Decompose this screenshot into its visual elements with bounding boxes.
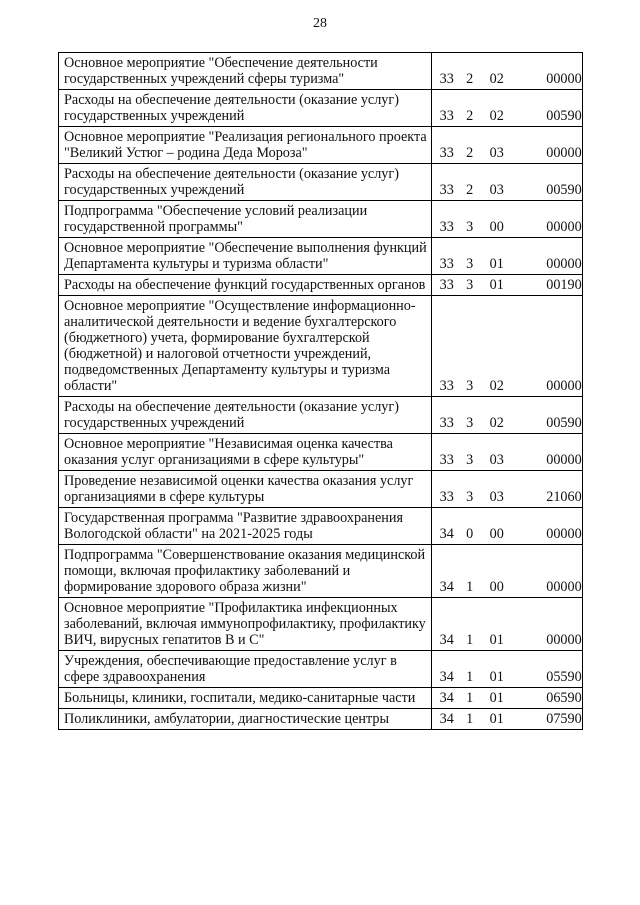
row-name: Поликлиники, амбулатории, диагностические центры	[59, 709, 432, 730]
code-program: 33	[439, 182, 454, 198]
code-subprogram: 3	[466, 415, 474, 431]
code-subprogram: 2	[466, 182, 474, 198]
row-name: Проведение независимой оценки качества оказания услуг организациями в сфере культуры	[59, 471, 432, 508]
row-codes	[431, 90, 582, 127]
row-name: Основное мероприятие "Осуществление информационно-аналитической деятельности и ведение бухгалтерского (бюджетного) учета, формирование бухгалтерской (бюджетной) и налоговой отчетности учреждений, подведомственных Департаменту культуры и туризма области"	[59, 296, 432, 397]
table-row	[59, 709, 583, 730]
row-codes	[431, 127, 582, 164]
budget-classification-table	[58, 52, 583, 730]
code-event: 03	[489, 489, 504, 505]
code-event: 01	[489, 711, 504, 727]
code-event: 00	[489, 579, 504, 595]
row-codes	[431, 201, 582, 238]
code-subprogram: 1	[466, 579, 474, 595]
table-row	[59, 397, 583, 434]
row-name: Государственная программа "Развитие здравоохранения Вологодской области" на 2021-2025 годы	[59, 508, 432, 545]
row-name: Подпрограмма "Совершенствование оказания медицинской помощи, включая профилактику заболеваний и формирование здорового образа жизни"	[59, 545, 432, 598]
code-direction: 00590	[546, 182, 582, 198]
code-direction: 00000	[546, 145, 582, 161]
code-program: 33	[439, 219, 454, 235]
row-name: Расходы на обеспечение деятельности (оказание услуг) государственных учреждений	[59, 164, 432, 201]
code-subprogram: 1	[466, 669, 474, 685]
code-event: 02	[489, 415, 504, 431]
code-subprogram: 1	[466, 711, 474, 727]
row-codes	[431, 545, 582, 598]
code-direction: 05590	[546, 669, 582, 685]
row-codes	[431, 296, 582, 397]
code-direction: 00000	[546, 256, 582, 272]
code-direction: 00000	[546, 452, 582, 468]
code-program: 34	[439, 579, 454, 595]
code-direction: 00590	[546, 108, 582, 124]
row-codes	[431, 598, 582, 651]
code-event: 01	[489, 690, 504, 706]
row-codes	[431, 275, 582, 296]
row-codes	[431, 508, 582, 545]
code-event: 03	[489, 452, 504, 468]
code-event: 01	[489, 277, 504, 293]
code-subprogram: 1	[466, 690, 474, 706]
table-row	[59, 471, 583, 508]
row-codes	[431, 709, 582, 730]
code-subprogram: 2	[466, 145, 474, 161]
row-name: Расходы на обеспечение деятельности (оказание услуг) государственных учреждений	[59, 90, 432, 127]
code-program: 33	[439, 145, 454, 161]
table-row	[59, 434, 583, 471]
code-direction: 00000	[546, 219, 582, 235]
code-subprogram: 1	[466, 632, 474, 648]
row-codes	[431, 238, 582, 275]
code-direction: 21060	[546, 489, 582, 505]
code-program: 33	[439, 452, 454, 468]
code-direction: 07590	[546, 711, 582, 727]
code-event: 00	[489, 219, 504, 235]
row-name: Основное мероприятие "Обеспечение деятельности государственных учреждений сферы туризма"	[59, 53, 432, 90]
code-event: 01	[489, 632, 504, 648]
table-row	[59, 53, 583, 90]
code-direction: 00000	[546, 526, 582, 542]
row-name: Основное мероприятие "Независимая оценка качества оказания услуг организациями в сфере культуры"	[59, 434, 432, 471]
code-subprogram: 3	[466, 452, 474, 468]
code-event: 03	[489, 145, 504, 161]
table-row	[59, 164, 583, 201]
code-program: 33	[439, 277, 454, 293]
row-name: Больницы, клиники, госпитали, медико-санитарные части	[59, 688, 432, 709]
table-body	[59, 53, 583, 730]
code-program: 33	[439, 378, 454, 394]
code-program: 33	[439, 108, 454, 124]
row-codes	[431, 651, 582, 688]
code-program: 34	[439, 711, 454, 727]
code-direction: 00590	[546, 415, 582, 431]
code-direction: 00000	[546, 378, 582, 394]
code-event: 01	[489, 669, 504, 685]
code-program: 34	[439, 669, 454, 685]
code-program: 33	[439, 256, 454, 272]
row-codes	[431, 688, 582, 709]
row-name: Подпрограмма "Обеспечение условий реализации государственной программы"	[59, 201, 432, 238]
table-row	[59, 90, 583, 127]
code-subprogram: 3	[466, 378, 474, 394]
code-subprogram: 3	[466, 219, 474, 235]
code-event: 02	[489, 378, 504, 394]
code-event: 02	[489, 71, 504, 87]
code-event: 01	[489, 256, 504, 272]
row-name: Основное мероприятие "Реализация регионального проекта "Великий Устюг – родина Деда Мороза"	[59, 127, 432, 164]
code-program: 33	[439, 489, 454, 505]
code-subprogram: 0	[466, 526, 474, 542]
code-direction: 00190	[546, 277, 582, 293]
table-row	[59, 598, 583, 651]
code-event: 00	[489, 526, 504, 542]
code-program: 34	[439, 690, 454, 706]
code-subprogram: 2	[466, 71, 474, 87]
table-row	[59, 688, 583, 709]
row-codes	[431, 164, 582, 201]
table-row	[59, 238, 583, 275]
row-codes	[431, 471, 582, 508]
table-row	[59, 201, 583, 238]
code-event: 02	[489, 108, 504, 124]
table-row	[59, 296, 583, 397]
code-subprogram: 3	[466, 489, 474, 505]
code-subprogram: 3	[466, 277, 474, 293]
code-program: 33	[439, 415, 454, 431]
table-row	[59, 127, 583, 164]
code-subprogram: 3	[466, 256, 474, 272]
table-row	[59, 275, 583, 296]
row-name: Расходы на обеспечение деятельности (оказание услуг) государственных учреждений	[59, 397, 432, 434]
row-name: Основное мероприятие "Профилактика инфекционных заболеваний, включая иммунопрофилактику, профилактику ВИЧ, вирусных гепатитов В и С"	[59, 598, 432, 651]
row-name: Расходы на обеспечение функций государственных органов	[59, 275, 432, 296]
row-name: Основное мероприятие "Обеспечение выполнения функций Департамента культуры и туризма области"	[59, 238, 432, 275]
table-row	[59, 545, 583, 598]
code-direction: 00000	[546, 579, 582, 595]
code-program: 33	[439, 71, 454, 87]
code-subprogram: 2	[466, 108, 474, 124]
code-event: 03	[489, 182, 504, 198]
code-program: 34	[439, 632, 454, 648]
row-codes	[431, 397, 582, 434]
code-direction: 00000	[546, 71, 582, 87]
row-name: Учреждения, обеспечивающие предоставление услуг в сфере здравоохранения	[59, 651, 432, 688]
code-direction: 06590	[546, 690, 582, 706]
table-row	[59, 651, 583, 688]
row-codes	[431, 434, 582, 471]
page-number: 28	[313, 16, 327, 31]
code-direction: 00000	[546, 632, 582, 648]
row-codes	[431, 53, 582, 90]
table-row	[59, 508, 583, 545]
code-program: 34	[439, 526, 454, 542]
